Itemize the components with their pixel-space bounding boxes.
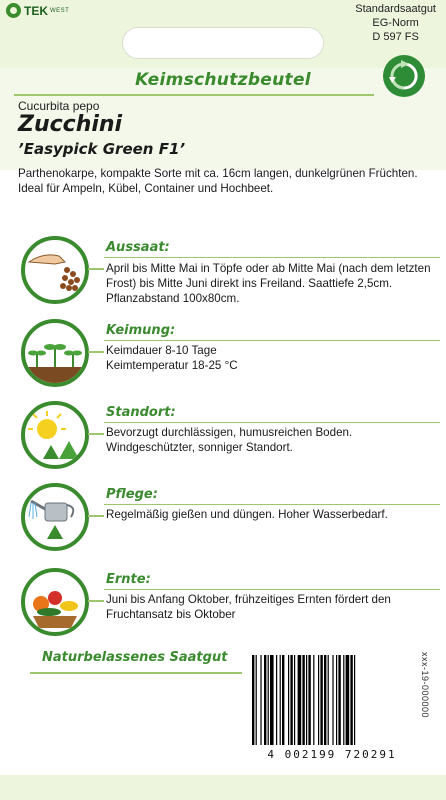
package-header: Keimschutzbeutel [135,70,311,90]
barcode-bar [346,655,350,745]
species-name: Zucchini [18,112,123,137]
sun-plant-icon [21,401,89,469]
barcode-bar [324,655,326,745]
barcode-bar [320,655,322,745]
standard-line-3: D 597 FS [372,31,419,43]
barcode-bar [318,655,319,745]
recycle-icon [383,55,425,97]
barcode-bar [260,655,261,745]
hanger-slot [123,28,323,58]
barcode-bar [288,655,289,745]
section-text: April bis Mitte Mai in Töpfe oder ab Mitte Mai (nach dem letzten Frost) bis Mitte Juni direkt ins Freiland. Saattiefe 2,5cm. Pflanzabstand 100x80cm. [106,262,431,305]
brand-sub: WEST [50,7,70,14]
section-standort [0,398,446,478]
header-underline [14,94,374,96]
barcode-bar [343,655,344,745]
standard-line-1: Standardsaatgut [355,3,436,15]
section-text: Keimdauer 8-10 Tage Keimtemperatur 18-25 °C [106,344,238,372]
harvest-basket-icon [21,568,89,636]
batch-code: xxx-19-000000 [420,652,430,719]
barcode-bar [294,655,295,745]
barcode-bar [350,655,352,745]
section-underline [104,340,440,341]
barcode-bar [338,655,340,745]
barcode-bar [313,655,314,745]
latin-name: Cucurbita pepo [18,99,100,113]
section-title: Keimung: [106,323,176,338]
section-text: Bevorzugt durchlässigen, humusreichen Boden. Windgeschützter, sonniger Standort. [106,426,353,454]
barcode-bar [252,655,254,745]
barcode-bar [270,655,274,745]
product-description: Parthenokarpe, kompakte Sorte mit ca. 16cm langen, dunkelgrünen Früchten. Ideal für Ampeln, Kübel, Container und Hochbeet. [18,167,418,195]
section-aussaat [0,233,446,313]
section-connector [88,433,104,435]
section-text: Regelmäßig gießen und düngen. Hoher Wasserbedarf. [106,508,388,521]
barcode-bar [298,655,302,745]
barcode-bar [282,655,284,745]
brand-name: TEK [24,3,48,18]
barcode-bar [354,655,355,745]
variety-name: ’Easypick Green F1’ [18,140,186,158]
section-pflege [0,480,446,560]
barcode-bar [280,655,281,745]
seedlings-icon [21,319,89,387]
section-ernte [0,565,446,645]
barcode-digits: 4 002199 720291 [267,748,397,761]
barcode-bar [332,655,333,745]
footer-underline [30,672,242,674]
section-title: Aussaat: [106,240,170,255]
standard-line-2: EG-Norm [372,17,419,29]
footer-slogan: Naturbelassenes Saatgut [42,650,228,665]
section-text: Juni bis Anfang Oktober, frühzeitiges Ernten fördert den Fruchtansatz bis Oktober [106,593,391,621]
barcode-bar [302,655,304,745]
section-connector [88,600,104,602]
section-underline [104,504,440,505]
barcode-bar [328,655,329,745]
barcode-bar [290,655,292,745]
section-underline [104,589,440,590]
section-title: Pflege: [106,487,158,502]
section-underline [104,257,440,258]
barcode-bars [248,653,408,749]
brand-logo-icon [6,3,21,18]
bottom-band [0,775,446,800]
section-connector [88,351,104,353]
barcode-bar [306,655,307,745]
section-underline [104,422,440,423]
section-title: Ernte: [106,572,151,587]
seed-hand-icon [21,236,89,304]
barcode-bar [308,655,310,745]
barcode-bar [264,655,266,745]
section-connector [88,515,104,517]
barcode-bar [276,655,277,745]
barcode-bar [268,655,269,745]
watering-can-icon [21,483,89,551]
barcode-bar [336,655,337,745]
standard-block [355,2,436,44]
section-title: Standort: [106,405,176,420]
brand-logo [6,3,69,18]
section-keimung [0,316,446,396]
barcode-bar [256,655,257,745]
section-connector [88,268,104,270]
